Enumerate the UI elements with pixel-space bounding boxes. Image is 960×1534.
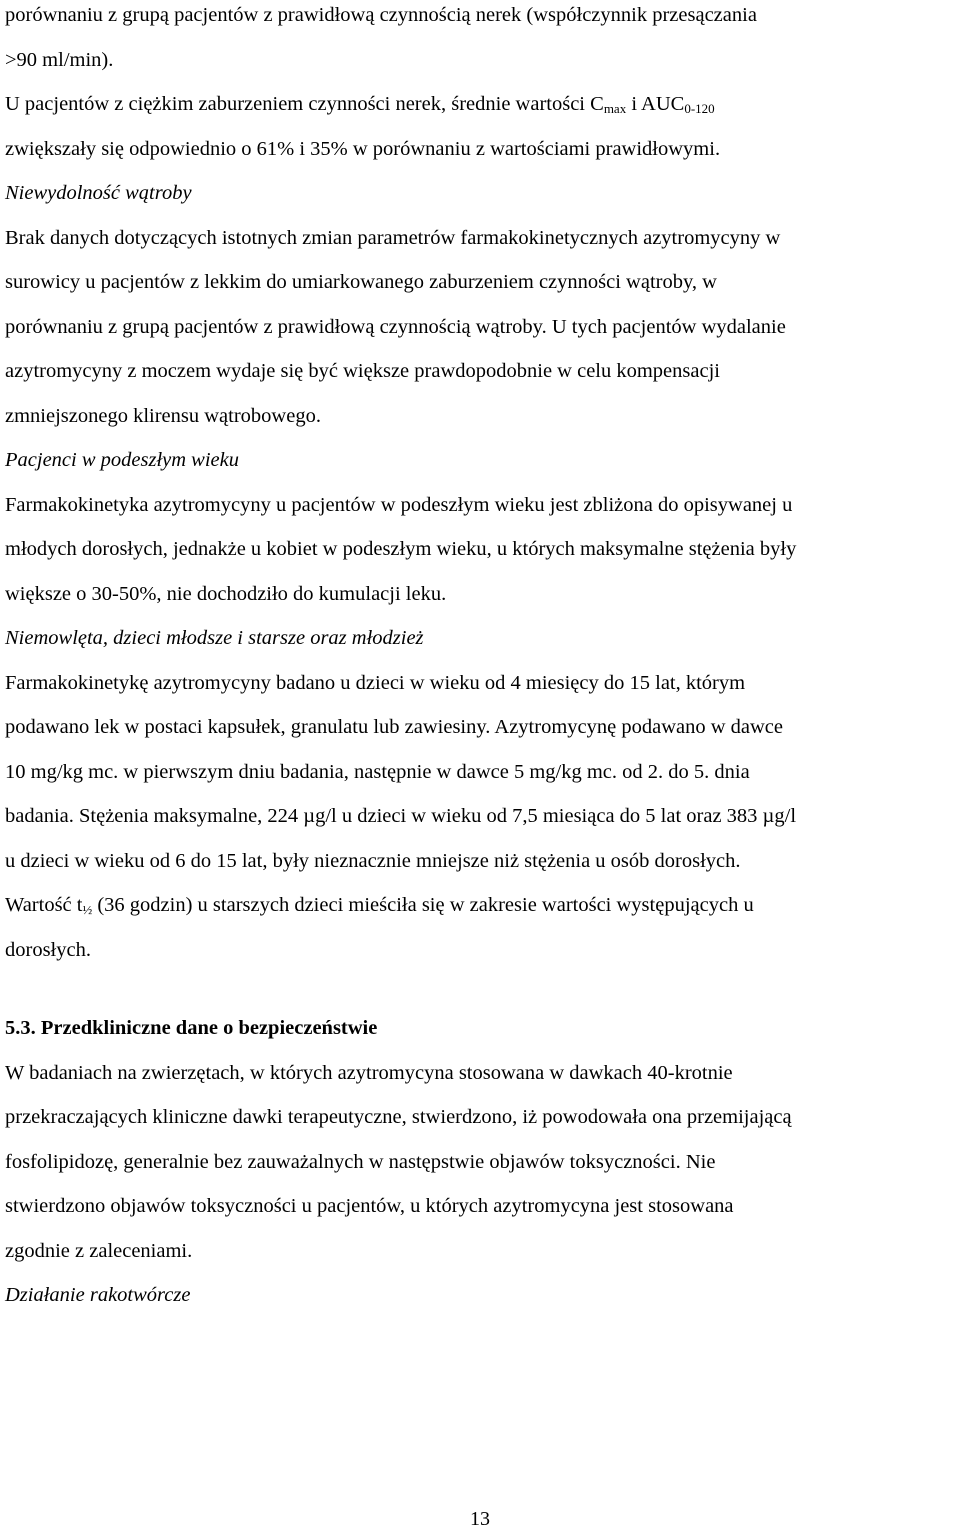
text-line: surowicy u pacjentów z lekkim do umiarkowanego zaburzeniem czynności wątroby, w	[5, 271, 717, 293]
text-line	[5, 883, 957, 928]
section-heading: Pacjenci w podeszłym wieku	[5, 449, 239, 471]
text-fragment: (36 godzin) u starszych dzieci mieściła się w zakresie wartości występujących u	[92, 894, 754, 916]
text-line: zmniejszonego klirensu wątrobowego.	[5, 404, 321, 427]
text-line: podawano lek w postaci kapsułek, granulatu lub zawiesiny. Azytromycynę podawano w dawce	[5, 716, 784, 738]
text-line: fosfolipidozę, generalnie bez zauważalnych w następstwie objawów toksyczności. Nie	[5, 1150, 716, 1173]
text-line: porównaniu z grupą pacjentów z prawidłową czynnością nerek (współczynnik przesączania	[5, 4, 757, 26]
text-line: porównaniu z grupą pacjentów z prawidłową czynnością wątroby. U tych pacjentów wydalanie	[5, 315, 786, 338]
text-line: stwierdzono objawów toksyczności u pacjentów, u których azytromycyna jest stosowana	[5, 1195, 734, 1217]
text-fragment: i AUC	[626, 93, 685, 115]
hepatic-section	[5, 171, 957, 438]
text-line: badania. Stężenia maksymalne, 224 µg/l u dzieci w wieku od 7,5 miesiąca do 5 lat oraz 383 µg/l	[5, 805, 797, 827]
text-line: młodych dorosłych, jednakże u kobiet w podeszłym wieku, u których maksymalne stężenia były	[5, 538, 797, 560]
section-gap	[5, 972, 957, 1006]
text-line: Farmakokinetyka azytromycyny u pacjentów w podeszłym wieku jest zbliżona do opisywanej u	[5, 493, 793, 516]
text-line: u dzieci w wieku od 6 do 15 lat, były nieznacznie mniejsze niż stężenia u osób dorosłych.	[5, 849, 741, 872]
subscript: ½	[82, 902, 93, 917]
elderly-section	[5, 438, 957, 616]
text-line: większe o 30-50%, nie dochodziło do kumulacji leku.	[5, 582, 447, 605]
section-heading: Działanie rakotwórcze	[5, 1284, 191, 1306]
subscript: max	[603, 101, 627, 116]
section-heading: Niewydolność wątroby	[5, 182, 192, 204]
carcinogenicity-section	[5, 1273, 957, 1318]
text-line: Brak danych dotyczących istotnych zmian parametrów farmakokinetycznych azytromycyny w	[5, 226, 781, 249]
text-fragment: Wartość t	[5, 894, 83, 916]
text-line: 10 mg/kg mc. w pierwszym dniu badania, następnie w dawce 5 mg/kg mc. od 2. do 5. dnia	[5, 760, 750, 783]
text-line: azytromycyny z moczem wydaje się być większe prawdopodobnie w celu kompensacji	[5, 360, 720, 382]
renal-paragraph	[5, 0, 957, 171]
text-line: Farmakokinetykę azytromycyny badano u dzieci w wieku od 4 miesięcy do 15 lat, którym	[5, 671, 746, 694]
subscript: 0-120	[684, 101, 715, 116]
text-line: >90 ml/min).	[5, 48, 114, 71]
section-heading: Niemowlęta, dzieci młodsze i starsze oraz młodzież	[5, 627, 424, 649]
section-title: Przedkliniczne dane o bezpieczeństwie	[40, 1017, 378, 1039]
pediatric-section	[5, 616, 957, 972]
section-heading	[5, 1006, 957, 1051]
preclinical-section	[5, 1006, 957, 1273]
section-number: 5.3.	[5, 1017, 36, 1039]
text-line: dorosłych.	[5, 938, 91, 961]
text-line: zwiększały się odpowiednio o 61% i 35% w porównaniu z wartościami prawidłowymi.	[5, 137, 721, 160]
text-fragment: U pacjentów z ciężkim zaburzeniem czynności nerek, średnie wartości C	[5, 93, 604, 115]
page-number: 13	[470, 1508, 490, 1530]
text-line: przekraczających kliniczne dawki terapeutyczne, stwierdzono, iż powodowała ona przemijającą	[5, 1106, 792, 1128]
text-line	[5, 82, 957, 127]
text-line: W badaniach na zwierzętach, w których azytromycyna stosowana w dawkach 40-krotnie	[5, 1061, 733, 1084]
text-line: zgodnie z zaleceniami.	[5, 1239, 193, 1262]
document-page	[5, 0, 957, 1318]
